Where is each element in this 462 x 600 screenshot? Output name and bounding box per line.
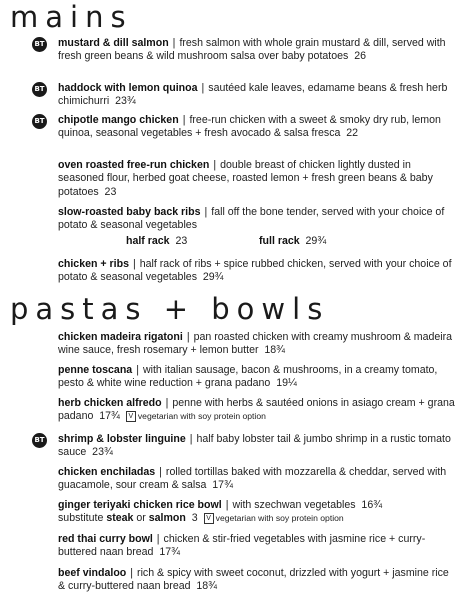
item-name: chicken + ribs [58,258,129,270]
item-price: 23¾ [115,95,136,108]
item-price: 22 [346,127,359,140]
section-title-mains: mains [10,0,133,34]
substitute-label: substitute [58,512,104,525]
substitute-price: 3 [191,512,198,525]
bt-badge-icon: BT [32,433,47,448]
section-title-pastas-bowls: pastas + bowls [10,292,330,326]
item-name: chicken madeira rigatoni [58,331,183,343]
vegetarian-icon: V [126,411,136,422]
item-name: chipotle mango chicken [58,114,179,126]
item-description: half baby lobster tail & jumbo shrimp in a rustic tomato sauce [58,433,451,459]
vegetarian-note: vegetarian with soy protein option [215,513,344,524]
item-price: 29¾ [202,271,224,284]
item-description: half rack of ribs + spice rubbed chicken, served with your choice of potato & seasonal vegetables [58,258,452,284]
item-description: rich & spicy with sweet coconut, drizzled with yogurt + jasmine rice & curry-buttered naan bread [58,567,449,593]
menu-item: beef vindaloo | rich & spicy with sweet coconut, drizzled with yogurt + jasmine rice & curry-buttered naan bread 18¾ [58,567,449,593]
item-description: with italian sausage, bacon & mushrooms, in a creamy tomato, pesto & white wine reduction + grana padano [58,364,438,390]
item-description: fall off the bone tender, served with your choice of potato & seasonal vegetables [58,206,445,232]
item-name: slow-roasted baby back ribs [58,206,201,218]
menu-item: mustard & dill salmon | fresh salmon with whole grain mustard & dill, served with fresh green beans & wild mushroom salsa over baby potatoes 26 [58,37,446,63]
bt-badge-icon: BT [32,82,47,97]
item-name: chicken enchiladas [58,466,156,478]
ribs-half-rack-option: half rack 23 [126,235,188,247]
item-name: haddock with lemon quinoa [58,82,198,94]
item-price: 18¾ [264,344,286,357]
menu-item: oven roasted free-run chicken | double breast of chicken lightly dusted in seasoned flour, herbed goat cheese, roasted lemon + fresh green beans & baby potatoes 23 [58,159,433,198]
item-price: 17¾ [159,546,180,559]
item-description: free-run chicken with a sweet & smoky dry rub, lemon quinoa, seasonal vegetables + fresh avocado & salsa fresca [58,114,441,140]
item-description: chicken & stir-fried vegetables with jasmine rice + curry-buttered naan bread [58,533,426,559]
menu-item: penne toscana | with italian sausage, bacon & mushrooms, in a creamy tomato, pesto & white wine reduction + grana padano 19¼ [58,364,438,390]
bt-badge-icon: BT [32,37,47,52]
item-name: herb chicken alfredo [58,397,162,409]
menu-item: chicken + ribs | half rack of ribs + spice rubbed chicken, served with your choice of potato & seasonal vegetables 29¾ [58,258,452,284]
item-name: oven roasted free-run chicken [58,159,210,171]
menu-item: herb chicken alfredo | penne with herbs & sautéed onions in asiago cream + grana padano 17¾ V vegetarian with soy protein option [58,397,455,423]
menu-item: shrimp & lobster linguine | half baby lobster tail & jumbo shrimp in a rustic tomato sauce 23¾ [58,433,451,459]
item-name: mustard & dill salmon [58,37,169,49]
item-description: penne with herbs & sautéed onions in asiago cream + grana padano [58,397,455,423]
item-price: 17¾ [99,410,120,423]
menu-item: chicken madeira rigatoni | pan roasted chicken with creamy mushroom & madeira wine sauce, fresh rosemary + lemon butter 18¾ [58,331,453,357]
item-description: fresh salmon with whole grain mustard & dill, served with fresh green beans & wild mushroom salsa over baby potatoes [58,37,446,63]
item-description: double breast of chicken lightly dusted in seasoned flour, herbed goat cheese, roasted lemon + fresh green beans & baby potatoes [58,159,433,198]
item-price: 23¾ [92,446,113,459]
item-name: penne toscana [58,364,133,376]
item-name: red thai curry bowl [58,533,153,545]
ribs-full-rack-option: full rack 29¾ [259,235,327,247]
item-price: 18¾ [196,580,218,593]
menu-item: chipotle mango chicken | free-run chicken with a sweet & smoky dry rub, lemon quinoa, seasonal vegetables + fresh avocado & salsa fresca 22 [58,114,441,140]
item-price: 16¾ [361,499,383,511]
bt-badge-icon: BT [32,114,47,129]
item-name: shrimp & lobster linguine [58,433,186,445]
menu-item: slow-roasted baby back ribs | fall off the bone tender, served with your choice of potato & seasonal vegetables [58,206,445,232]
menu-item: red thai curry bowl | chicken & stir-fried vegetables with jasmine rice + curry-buttered naan bread 17¾ [58,533,426,559]
item-name: ginger teriyaki chicken rice bowl [58,499,222,511]
item-description: pan roasted chicken with creamy mushroom & madeira wine sauce, fresh rosemary + lemon butter [58,331,453,357]
item-description: sautéed kale leaves, edamame beans & fresh herb chimichurri [58,82,448,108]
item-price: 23 [104,185,117,198]
item-name: beef vindaloo [58,567,127,579]
menu-item: chicken enchiladas | rolled tortillas baked with mozzarella & cheddar, served with guacamole, sour cream & salsa 17¾ [58,466,447,492]
menu-item: ginger teriyaki chicken rice bowl | with szechwan vegetables 16¾ substitute steak or salmon 3 V vegetarian with soy protein option [58,499,383,525]
vegetarian-icon: V [204,513,214,524]
menu-item: haddock with lemon quinoa | sautéed kale leaves, edamame beans & fresh herb chimichurri 23¾ [58,82,448,108]
item-price: 19¼ [276,377,297,390]
item-description: with szechwan vegetables [232,499,356,511]
vegetarian-note: vegetarian with soy protein option [137,411,266,422]
item-price: 26 [354,50,366,63]
item-price: 17¾ [212,479,233,492]
item-description: rolled tortillas baked with mozzarella & cheddar, served with guacamole, sour cream & salsa [58,466,447,492]
